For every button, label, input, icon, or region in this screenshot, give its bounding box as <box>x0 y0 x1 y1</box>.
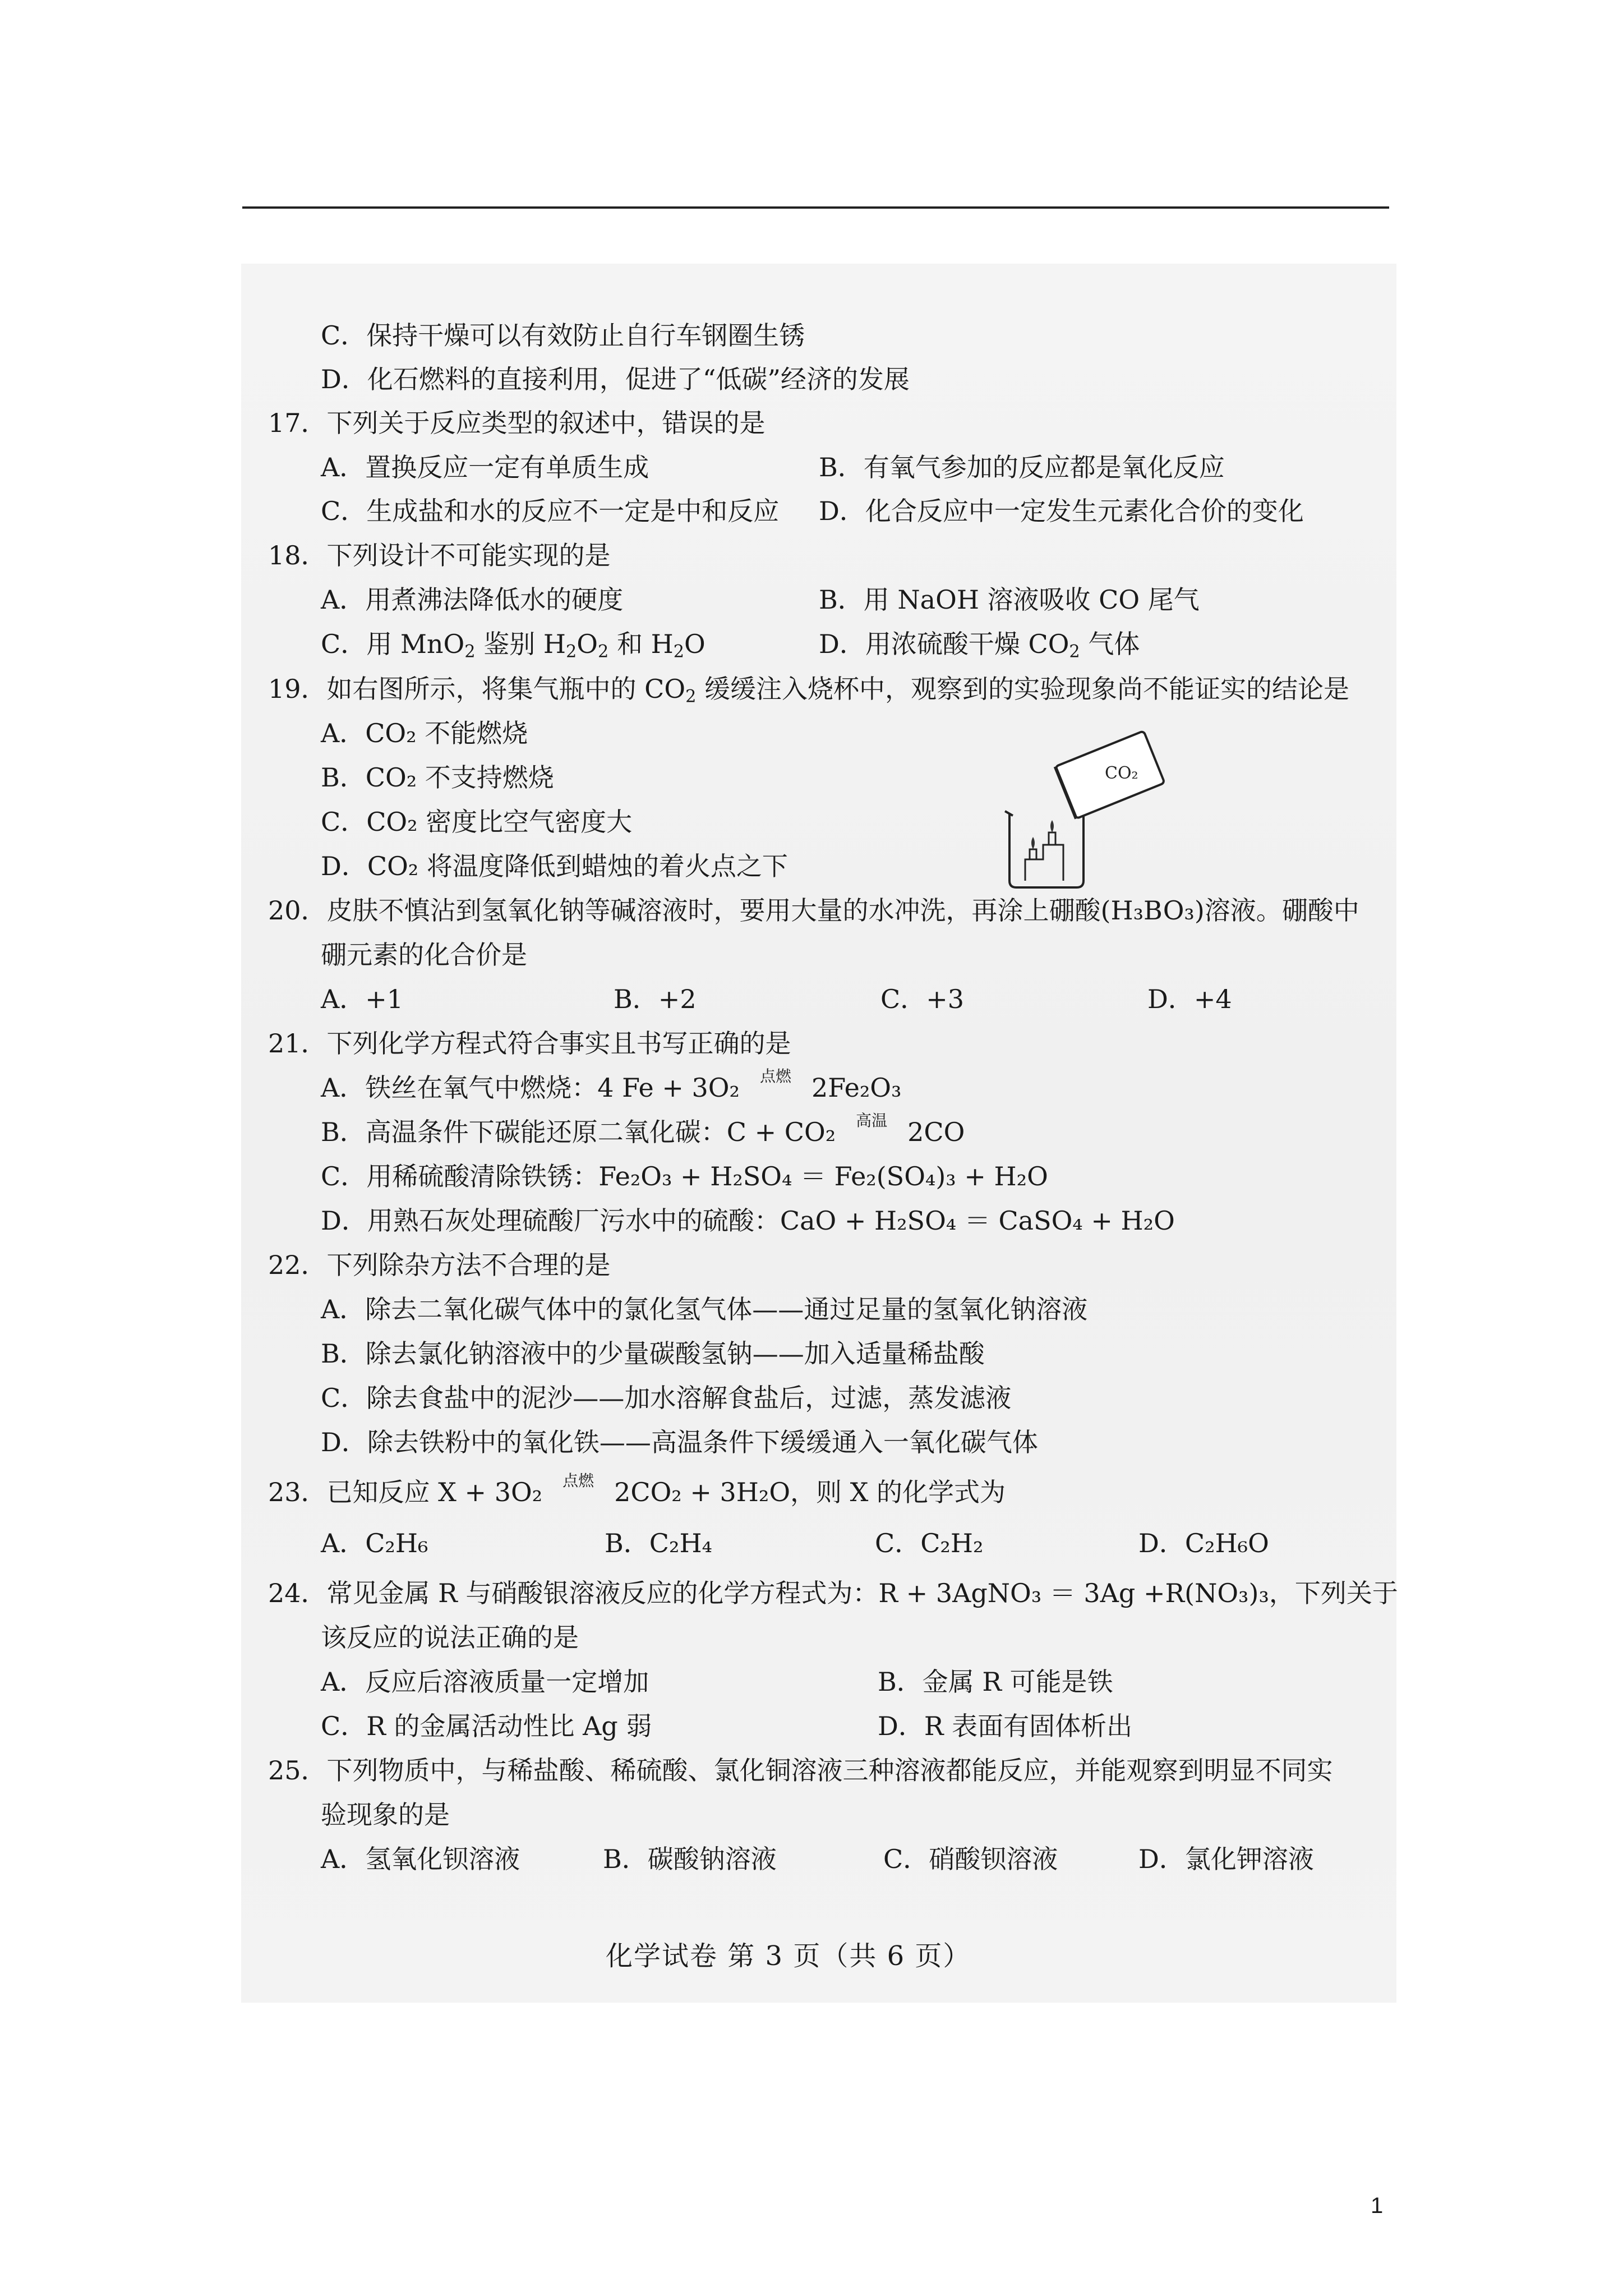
q18-option-b: B．用 NaOH 溶液吸收 CO 尾气 <box>819 585 1200 615</box>
condition-ignite: 点燃 <box>759 1066 791 1085</box>
q18c-part4: 和 H <box>608 629 674 659</box>
co2-beaker-candle-figure <box>998 729 1166 892</box>
q18-option-d: D．用浓硫酸干燥 $CO_2$ 气体 <box>819 629 1140 662</box>
q18c-part3: O <box>577 629 598 659</box>
q18-option-a: A．用煮沸法降低水的硬度 <box>321 585 624 615</box>
q23-rhs: 2CO₂ + 3H₂O，则 X 的化学式为 <box>614 1477 1006 1507</box>
q19-part2: 缓缓注入烧杯中，观察到的实验现象尚不能证实的结论是 <box>696 674 1350 704</box>
q19-option-d: D．CO₂ 将温度降低到蜡烛的着火点之下 <box>321 851 788 881</box>
q21-option-c: C．用稀硫酸清除铁锈：Fe₂O₃ + H₂SO₄ ＝ Fe₂(SO₄)₃ + H₂O <box>321 1161 1048 1191</box>
q21-option-d: D．用熟石灰处理硫酸厂污水中的硫酸：CaO + H₂SO₄ ＝ CaSO₄ + H₂O <box>321 1205 1175 1236</box>
q24-option-c: C．R 的金属活动性比 Ag 弱 <box>321 1711 652 1741</box>
q23-option-d: D．C₂H₆O <box>1138 1528 1269 1558</box>
q25-option-a: A．氢氧化钡溶液 <box>321 1844 520 1874</box>
q18-stem: 18．下列设计不可能实现的是 <box>268 540 611 570</box>
q25-option-d: D．氯化钾溶液 <box>1138 1844 1314 1874</box>
q25-stem-line1: 25．下列物质中，与稀盐酸、稀硫酸、氯化铜溶液三种溶液都能反应，并能观察到明显不同实 <box>268 1755 1333 1786</box>
q20-option-c: C．+3 <box>880 984 965 1014</box>
q21-stem: 21．下列化学方程式符合事实且书写正确的是 <box>268 1028 791 1059</box>
q18d-part2: 气体 <box>1080 629 1140 659</box>
q16-option-d: D．化石燃料的直接利用，促进了“低碳”经济的发展 <box>321 364 910 394</box>
q18c-part1: C．用 MnO <box>321 629 465 659</box>
q19-part1: 19．如右图所示，将集气瓶中的 CO <box>268 674 686 704</box>
q25-option-b: B．碳酸钠溶液 <box>603 1844 777 1874</box>
q19-stem: 19．如右图所示，将集气瓶中的 $CO_2$ 缓缓注入烧杯中，观察到的实验现象尚不能证实的结论是 <box>268 674 1350 707</box>
q22-option-b: B．除去氯化钠溶液中的少量碳酸氢钠——加入适量稀盐酸 <box>321 1338 985 1369</box>
condition-ignite: 点燃 <box>562 1471 594 1490</box>
q17-option-b: B．有氧气参加的反应都是氧化反应 <box>819 452 1225 482</box>
q20-option-d: D．+4 <box>1147 984 1232 1014</box>
bottle-label: CO₂ <box>1105 763 1138 783</box>
page-number: 1 <box>1371 2193 1384 2218</box>
q21b-lhs: B．高温条件下碳能还原二氧化碳：C + CO₂ <box>321 1117 836 1147</box>
q18c-part5: O <box>684 629 706 659</box>
q24-option-d: D．R 表面有固体析出 <box>878 1711 1133 1741</box>
q25-stem-line2: 验现象的是 <box>321 1800 450 1830</box>
q18c-part2: 鉴别 H <box>475 629 566 659</box>
q21a-lhs: A．铁丝在氧气中燃烧：4 Fe + 3O₂ <box>321 1073 740 1103</box>
q22-option-d: D．除去铁粉中的氧化铁——高温条件下缓缓通入一氧化碳气体 <box>321 1427 1038 1457</box>
q17-option-d: D．化合反应中一定发生元素化合价的变化 <box>819 496 1304 526</box>
condition-high-temp: 高温 <box>856 1111 888 1130</box>
q19-option-a: A．CO₂ 不能燃烧 <box>321 718 528 748</box>
q24-stem-line1: 24．常见金属 R 与硝酸银溶液反应的化学方程式为：R + 3AgNO₃ ＝ 3Ag +R(NO₃)₃，下列关于 <box>268 1578 1398 1608</box>
q22-option-c: C．除去食盐中的泥沙——加水溶解食盐后，过滤，蒸发滤液 <box>321 1383 1012 1413</box>
q18d-part1: D．用浓硫酸干燥 CO <box>819 629 1069 659</box>
q19-option-b: B．CO₂ 不支持燃烧 <box>321 762 554 793</box>
q23-option-b: B．C₂H₄ <box>605 1528 712 1558</box>
q20-stem-line1: 20．皮肤不慎沾到氢氧化钠等碱溶液时，要用大量的水冲洗，再涂上硼酸(H₃BO₃)溶液。硼酸中 <box>268 895 1359 926</box>
q20-option-b: B．+2 <box>614 984 697 1014</box>
q18-option-c: C．用 MnO$_2$ 鉴别 $H_2O_2$ 和 $H_2O$ <box>321 629 706 662</box>
q17-stem: 17．下列关于反应类型的叙述中，错误的是 <box>268 408 766 438</box>
q21b-rhs: 2CO <box>907 1117 965 1147</box>
q23-option-a: A．C₂H₆ <box>321 1528 428 1558</box>
q16-option-c: C．保持干燥可以有效防止自行车钢圈生锈 <box>321 320 805 351</box>
header-rule <box>242 206 1389 209</box>
q17-option-c: C．生成盐和水的反应不一定是中和反应 <box>321 496 780 526</box>
q20-stem-line2: 硼元素的化合价是 <box>321 940 527 970</box>
q22-stem: 22．下列除杂方法不合理的是 <box>268 1250 611 1280</box>
q24-option-b: B．金属 R 可能是铁 <box>878 1667 1113 1697</box>
q21a-rhs: 2Fe₂O₃ <box>811 1073 902 1103</box>
page-footer: 化学试卷 第 3 页（共 6 页） <box>606 1940 971 1972</box>
q22-option-a: A．除去二氧化碳气体中的氯化氢气体——通过足量的氢氧化钠溶液 <box>321 1294 1088 1324</box>
q23-lhs: 23．已知反应 X + 3O₂ <box>268 1477 543 1507</box>
q23-option-c: C．C₂H₂ <box>875 1528 984 1558</box>
q23-stem <box>268 1471 1006 1509</box>
q21-option-b <box>321 1111 965 1149</box>
q24-option-a: A．反应后溶液质量一定增加 <box>321 1667 649 1697</box>
q24-stem-line2: 该反应的说法正确的是 <box>321 1622 579 1653</box>
q20-option-a: A．+1 <box>321 984 404 1014</box>
q17-option-a: A．置换反应一定有单质生成 <box>321 452 649 482</box>
q21-option-a <box>321 1066 902 1105</box>
q19-option-c: C．CO₂ 密度比空气密度大 <box>321 807 633 837</box>
q25-option-c: C．硝酸钡溶液 <box>883 1844 1058 1874</box>
